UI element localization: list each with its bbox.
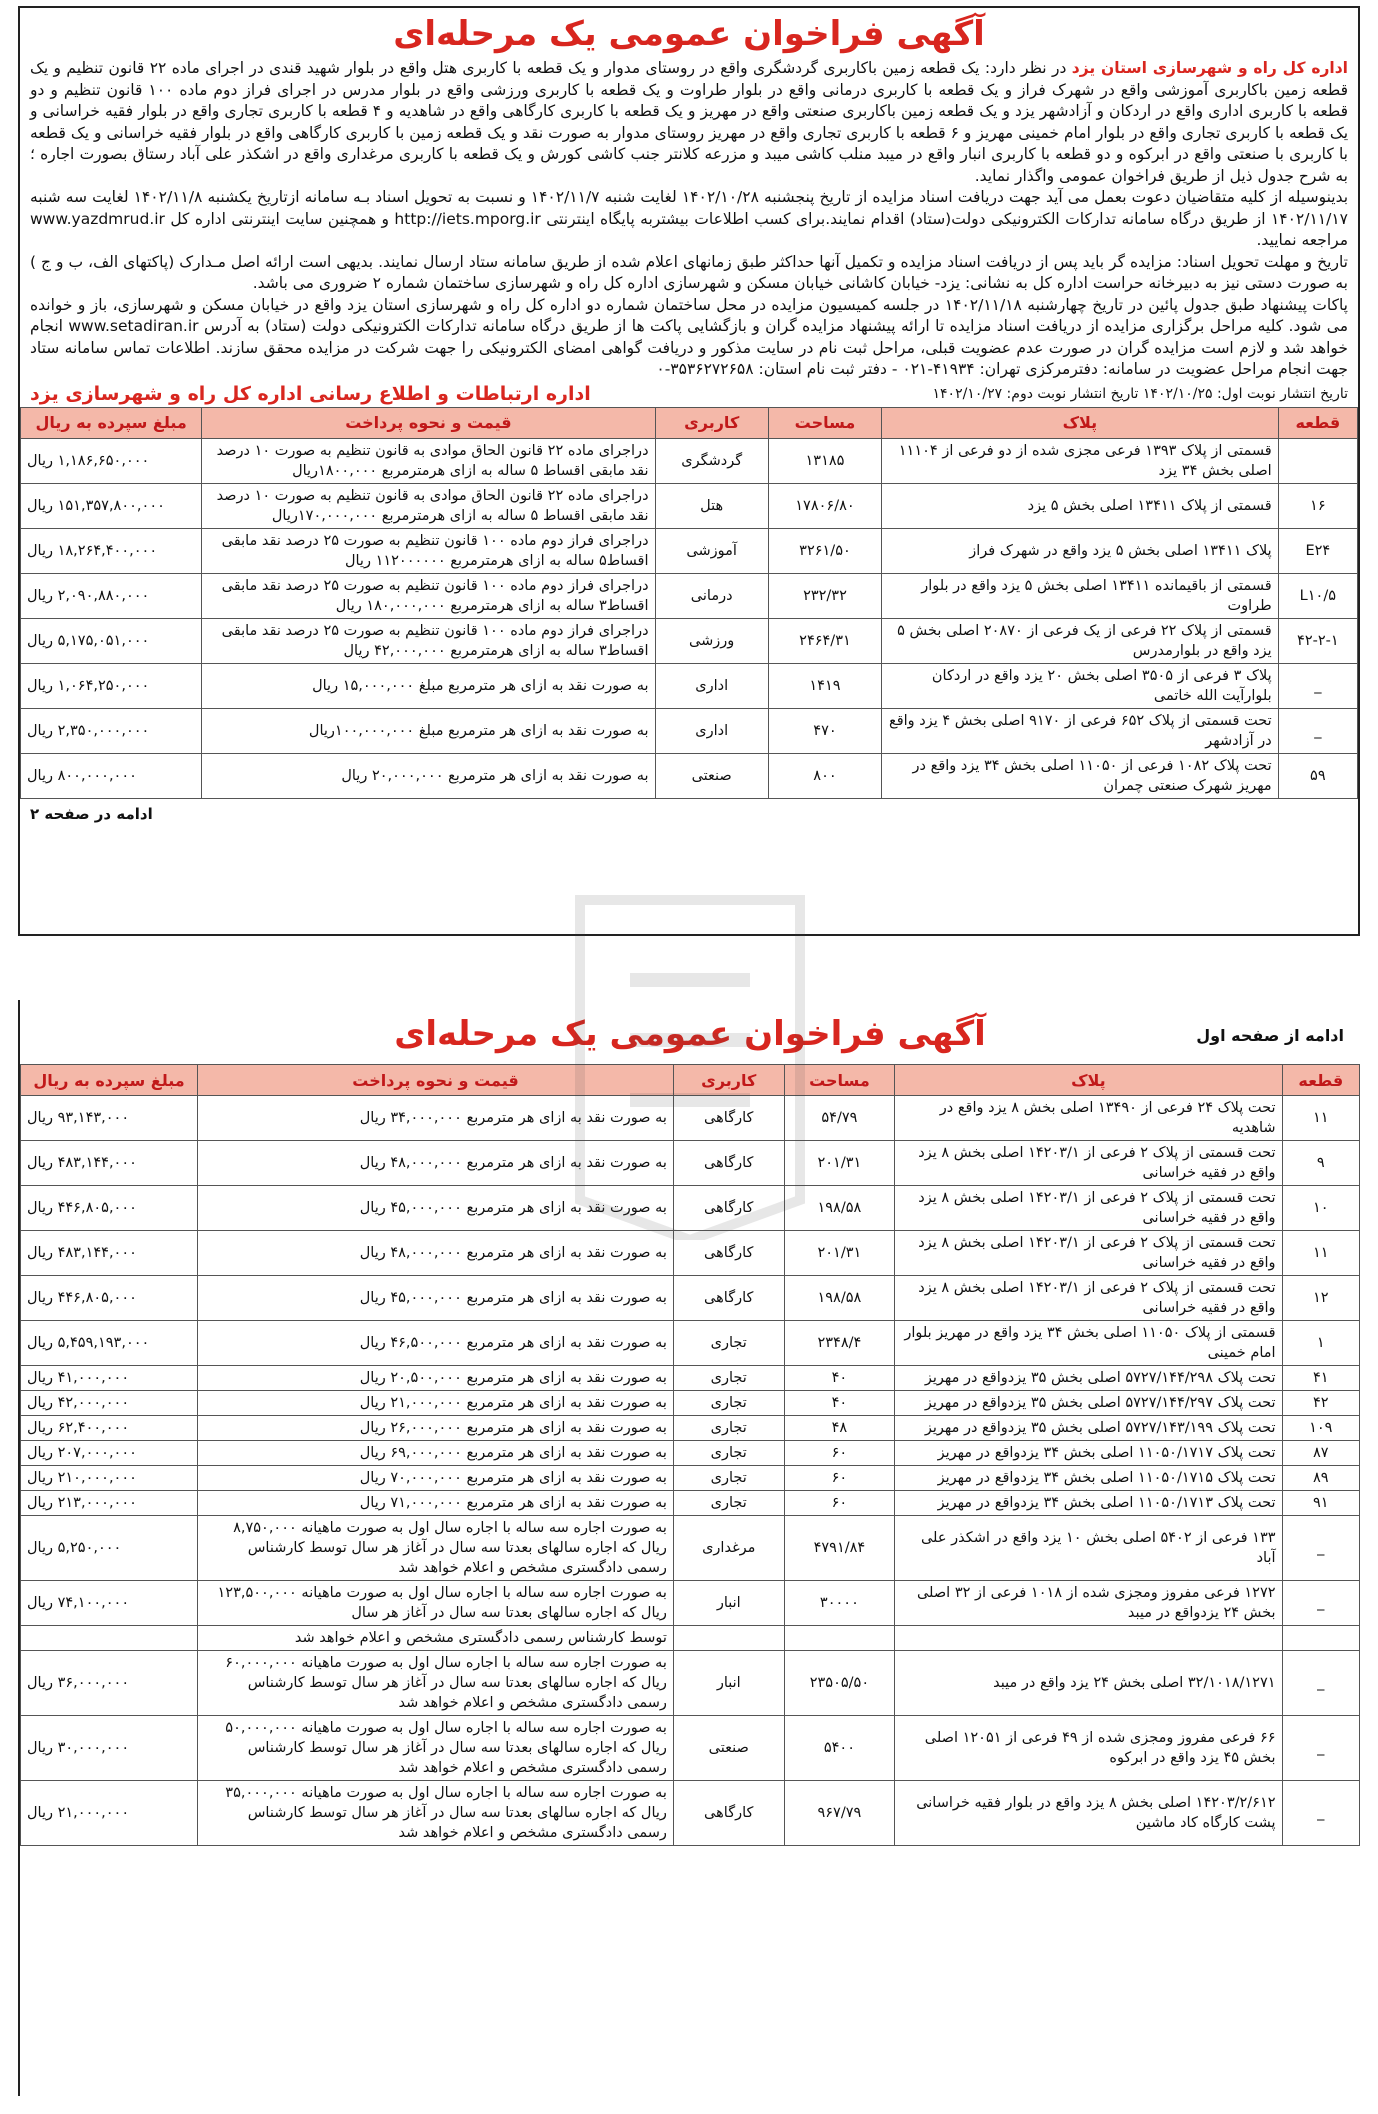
area-cell: ۴۰ <box>784 1391 895 1416</box>
area-cell: ۱۹۸/۵۸ <box>784 1186 895 1231</box>
table-row <box>21 1626 1360 1651</box>
plak-cell: قسمتی از پلاک ۱۳۹۳ فرعی مجزی شده از دو فرعی از ۱۱۱۰۴ اصلی بخش ۳۴ یزد <box>882 438 1279 483</box>
area-cell: ۲۰۱/۳۱ <box>784 1231 895 1276</box>
organization-name: اداره کل راه و شهرسازی استان یزد <box>1071 59 1348 77</box>
lot-number: ۱۱ <box>1282 1096 1359 1141</box>
deposit-cell: ۴۸۳,۱۴۴,۰۰۰ ریال <box>21 1141 198 1186</box>
lot-number: ۸۷ <box>1282 1441 1359 1466</box>
table-header-row <box>21 1065 1360 1096</box>
table-row <box>21 1186 1360 1231</box>
price-cell: به صورت نقد به ازای هر مترمربع ۴۶,۵۰۰,۰۰۰ ریال <box>198 1321 674 1366</box>
deposit-cell: ۲۱۰,۰۰۰,۰۰۰ ریال <box>21 1466 198 1491</box>
deposit-cell: ۴۱,۰۰۰,۰۰۰ ریال <box>21 1366 198 1391</box>
plak-cell: ۱۲۷۲ فرعی مفروز ومجزی شده از ۱۰۱۸ فرعی از ۳۲ اصلی بخش ۲۴ یزدواقع در میبد <box>895 1581 1282 1626</box>
deposit-cell: ۴۲,۰۰۰,۰۰۰ ریال <box>21 1391 198 1416</box>
plak-cell: تحت قسمتی از پلاک ۲ فرعی از ۱۴۲۰۳/۱ اصلی بخش ۸ یزد واقع در فقیه خراسانی <box>895 1231 1282 1276</box>
lot-number: _ <box>1282 1781 1359 1846</box>
lot-number <box>1282 1626 1359 1651</box>
area-cell: ۲۴۶۴/۳۱ <box>768 618 881 663</box>
intro-paragraph-3: تاریخ و مهلت تحویل اسناد: مزایده گر باید پس از دریافت اسناد مزایده و تکمیل آنها حداکثر طبق زمانهای اعلام شده از طریق سامانه ستاد ارسال نمایند. بدیهی است ارائه اصل مـدارک (پاکتهای الف، ب و ج ) به صورت دستی نیز به دبیرخانه حراست اداره کل به نشانی: یزد- خیابان کاشانی خیابان مسکن و شهرسازی اداره کل راه و شهرسازی ساختمان شماره ۲ ضروری می باشد. <box>30 252 1348 292</box>
deposit-cell: ۱۸,۲۶۴,۴۰۰,۰۰۰ ریال <box>21 528 202 573</box>
area-cell: ۴۰ <box>784 1366 895 1391</box>
publication-dates: تاریخ انتشار نوبت اول: ۱۴۰۲/۱۰/۲۵ تاریخ انتشار نوبت دوم: ۱۴۰۲/۱۰/۲۷ <box>932 385 1348 402</box>
deposit-cell: ۵,۴۵۹,۱۹۳,۰۰۰ ریال <box>21 1321 198 1366</box>
usage-cell: تجاری <box>673 1416 784 1441</box>
notice-title: آگهی فراخوان عمومی یک مرحله‌ای <box>393 14 985 54</box>
plak-cell: تحت پلاک ۲۴ فرعی از ۱۳۴۹۰ اصلی بخش ۸ یزد واقع در شاهدیه <box>895 1096 1282 1141</box>
deposit-cell: ۲۰۷,۰۰۰,۰۰۰ ریال <box>21 1441 198 1466</box>
area-cell: ۲۰۱/۳۱ <box>784 1141 895 1186</box>
plak-cell: ۶۶ فرعی مفروز ومجزی شده از ۴۹ فرعی از ۱۲۰۵۱ اصلی بخش ۴۵ یزد واقع در ابرکوه <box>895 1716 1282 1781</box>
table-row <box>21 1441 1360 1466</box>
usage-cell: آموزشی <box>655 528 768 573</box>
deposit-cell: ۹۳,۱۴۳,۰۰۰ ریال <box>21 1096 198 1141</box>
price-cell: به صورت نقد به ازای هر مترمربع ۴۵,۰۰۰,۰۰۰ ریال <box>198 1276 674 1321</box>
table-header-row <box>21 407 1358 438</box>
lots-table-2 <box>20 1064 1360 1846</box>
column-header: پلاک <box>895 1065 1282 1096</box>
area-cell <box>784 1626 895 1651</box>
usage-cell: گردشگری <box>655 438 768 483</box>
table-row <box>21 1516 1360 1581</box>
usage-cell: کارگاهی <box>673 1231 784 1276</box>
plak-cell: قسمتی از پلاک ۱۱۰۵۰ اصلی بخش ۳۴ یزد واقع در مهریز بلوار امام خمینی <box>895 1321 1282 1366</box>
plak-cell: پلاک ۱۳۴۱۱ اصلی بخش ۵ یزد واقع در شهرک فراز <box>882 528 1279 573</box>
price-cell: دراجرای فراز دوم ماده ۱۰۰ قانون تنظیم به صورت ۲۵ درصد نقد مابقی اقساط۳ ساله به ازای هرمترمربع ۴۲,۰۰۰,۰۰۰ ریال <box>202 618 655 663</box>
column-header: کاربری <box>673 1065 784 1096</box>
lot-number: L۱۰/۵ <box>1278 573 1357 618</box>
column-header: مساحت <box>784 1065 895 1096</box>
table-row <box>21 1276 1360 1321</box>
area-cell: ۲۳۴۸/۴ <box>784 1321 895 1366</box>
area-cell: ۱۴۱۹ <box>768 663 881 708</box>
column-header: قیمت و نحوه پرداخت <box>202 407 655 438</box>
intro-paragraph-2: بدینوسیله از کلیه متقاضیان دعوت بعمل می آید جهت دریافت اسناد مزایده از تاریخ پنجشنبه ۱۴۰۲/۱۰/۲۸ لغایت شنبه ۱۴۰۲/۱۱/۷ و نسبت به تحویل اسناد بـه سامانه ازتاریخ یکشنبه ۱۴۰۲/۱۱/۸ لغایت سه شنبه ۱۴۰۲/۱۱/۱۷ از طریق درگاه سامانه تدارکات الکترونیکی دولت(ستاد) اقدام نمایند.برای کسب اطلاعات بیشتربه پایگاه اینترنتی http://iets.mporg.ir و همچنین سایت اینترنتی اداره کل www.yazdmrud.ir مراجعه نمایید. <box>30 188 1349 249</box>
plak-cell: قسمتی از پلاک ۱۳۴۱۱ اصلی بخش ۵ یزد <box>882 483 1279 528</box>
usage-cell: درمانی <box>655 573 768 618</box>
price-cell: دراجرای فراز دوم ماده ۱۰۰ قانون تنظیم به صورت ۲۵ درصد نقد مابقی اقساط۵ ساله به ازای هرمترمربع ۱۱۲۰۰۰۰۰۰ ریال <box>202 528 655 573</box>
lot-number: _ <box>1282 1516 1359 1581</box>
lot-number: ۱ <box>1282 1321 1359 1366</box>
table-row <box>21 1321 1360 1366</box>
lot-number: ۱۰۹ <box>1282 1416 1359 1441</box>
price-cell: دراجرای فراز دوم ماده ۱۰۰ قانون تنظیم به صورت ۲۵ درصد نقد مابقی اقساط۳ ساله به ازای هرمترمربع ۱۸۰,۰۰۰,۰۰۰ ریال <box>202 573 655 618</box>
plak-cell: تحت پلاک ۱۱۰۵۰/۱۷۱۵ اصلی بخش ۳۴ یزدواقع در مهریز <box>895 1466 1282 1491</box>
lot-number: ۴۲-۲-۱ <box>1278 618 1357 663</box>
plak-cell: قسمتی از پلاک ۲۲ فرعی از یک فرعی از ۲۰۸۷۰ اصلی بخش ۵ یزد واقع در بلوارمدرس <box>882 618 1279 663</box>
deposit-cell: ۴۴۶,۸۰۵,۰۰۰ ریال <box>21 1186 198 1231</box>
price-cell: به صورت نقد به ازای هر مترمربع ۳۴,۰۰۰,۰۰۰ ریال <box>198 1096 674 1141</box>
area-cell: ۶۰ <box>784 1491 895 1516</box>
usage-cell: کارگاهی <box>673 1781 784 1846</box>
plak-cell: تحت پلاک ۵۷۲۷/۱۴۳/۱۹۹ اصلی بخش ۳۵ یزدواقع در مهریز <box>895 1416 1282 1441</box>
plak-cell: تحت پلاک ۱۱۰۵۰/۱۷۱۷ اصلی بخش ۳۴ یزدواقع در مهریز <box>895 1441 1282 1466</box>
usage-cell: کارگاهی <box>673 1186 784 1231</box>
price-cell: توسط کارشناس رسمی دادگستری مشخص و اعلام خواهد شد <box>198 1626 674 1651</box>
lot-number: E۲۴ <box>1278 528 1357 573</box>
lot-number: _ <box>1278 708 1357 753</box>
deposit-cell: ۶۲,۴۰۰,۰۰۰ ریال <box>21 1416 198 1441</box>
price-cell: به صورت اجاره سه ساله با اجاره سال اول به صورت ماهیانه ۸,۷۵۰,۰۰۰ ریال که اجاره سالهای بعدتا سه سال در آغاز هر سال توسط کارشناس رسمی دادگستری مشخص و اعلام خواهد شد <box>198 1516 674 1581</box>
notice-title-2: آگهی فراخوان عمومی یک مرحله‌ای <box>394 1014 986 1054</box>
area-cell: ۱۳۱۸۵ <box>768 438 881 483</box>
deposit-cell: ۲۱,۰۰۰,۰۰۰ ریال <box>21 1781 198 1846</box>
plak-cell: قسمتی از باقیمانده ۱۳۴۱۱ اصلی بخش ۵ یزد واقع در بلوار طراوت <box>882 573 1279 618</box>
usage-cell: کارگاهی <box>673 1096 784 1141</box>
table-row <box>21 1366 1360 1391</box>
lot-number: ۹۱ <box>1282 1491 1359 1516</box>
lot-number: ۱۲ <box>1282 1276 1359 1321</box>
usage-cell: ورزشی <box>655 618 768 663</box>
table-row <box>21 1491 1360 1516</box>
lot-number <box>1278 438 1357 483</box>
column-header: کاربری <box>655 407 768 438</box>
intro-paragraph-4: پاکات پیشنهاد طبق جدول پائین در تاریخ چهارشنبه ۱۴۰۲/۱۱/۱۸ در جلسه کمیسیون مزایده در محل ساختمان شماره دو اداره کل راه و شهرسازی استان یزد واقع در خیابان مسکن و شهرسازی، باز و خوانده می شود. کلیه مراحل برگزاری مزایده از دریافت اسناد مزایده تا ارائه پیشنهاد مزایده گران و بازگشایی پاکت ها از طریق درگاه سامانه تدارکات الکترونیکی دولت (ستاد) به آدرس www.setadiran.ir انجام خواهد شد و لازم است مزایده گران در صورت عدم عضویت قبلی، مراحل ثبت نام در سایت مذکور و دریافت گواهی امضای الکترونیکی را جهت شرکت در مزایده محقق سازند. اطلاعات تماس سامانه ستاد جهت انجام مراحل عضویت در سامانه: دفترمرکزی تهران: ۴۱۹۳۴-۰۲۱ - دفتر ثبت نام استان: ۳۵۳۶۲۷۲۶۵۸-۰ <box>30 295 1348 378</box>
table-row <box>21 573 1358 618</box>
table-row <box>21 663 1358 708</box>
plak-cell: تحت پلاک ۱۱۰۵۰/۱۷۱۳ اصلی بخش ۳۴ یزدواقع در مهریز <box>895 1491 1282 1516</box>
area-cell: ۲۳۵۰۵/۵۰ <box>784 1651 895 1716</box>
price-cell: به صورت نقد به ازای هر مترمربع مبلغ ۱۵,۰۰۰,۰۰۰ ریال <box>202 663 655 708</box>
column-header: قیمت و نحوه پرداخت <box>198 1065 674 1096</box>
notice-intro <box>20 58 1358 381</box>
deposit-cell: ۵,۱۷۵,۰۵۱,۰۰۰ ریال <box>21 618 202 663</box>
usage-cell: مرغداری <box>673 1516 784 1581</box>
area-cell: ۴۷۹۱/۸۴ <box>784 1516 895 1581</box>
deposit-cell: ۸۰۰,۰۰۰,۰۰۰ ریال <box>21 753 202 798</box>
deposit-cell: ۱۵۱,۳۵۷,۸۰۰,۰۰۰ ریال <box>21 483 202 528</box>
table-row <box>21 1231 1360 1276</box>
plak-cell: پلاک ۳ فرعی از ۳۵۰۵ اصلی بخش ۲۰ یزد واقع در اردکان بلوارآیت الله خاتمی <box>882 663 1279 708</box>
table-row <box>21 1781 1360 1846</box>
plak-cell: تحت قسمتی از پلاک ۲ فرعی از ۱۴۲۰۳/۱ اصلی بخش ۸ یزد واقع در فقیه خراسانی <box>895 1141 1282 1186</box>
deposit-cell: ۴۴۶,۸۰۵,۰۰۰ ریال <box>21 1276 198 1321</box>
lot-number: ۱۶ <box>1278 483 1357 528</box>
usage-cell: کارگاهی <box>673 1141 784 1186</box>
continued-note: ادامه در صفحه ۲ <box>30 804 153 823</box>
area-cell: ۳۲۶۱/۵۰ <box>768 528 881 573</box>
area-cell: ۴۷۰ <box>768 708 881 753</box>
lot-number: ۱۰ <box>1282 1186 1359 1231</box>
table-row <box>21 1391 1360 1416</box>
usage-cell: تجاری <box>673 1366 784 1391</box>
column-header: مبلغ سپرده به ریال <box>21 407 202 438</box>
price-cell: به صورت نقد به ازای هر مترمربع ۷۱,۰۰۰,۰۰۰ ریال <box>198 1491 674 1516</box>
price-cell: دراجرای ماده ۲۲ قانون الحاق موادی به قانون تنظیم به صورت ۱۰ درصد نقد مابقی اقساط ۵ ساله به ازای هرمترمربع ۱۸۰۰,۰۰۰ریال <box>202 438 655 483</box>
usage-cell: تجاری <box>673 1466 784 1491</box>
table-row <box>21 1651 1360 1716</box>
area-cell: ۱۷۸۰۶/۸۰ <box>768 483 881 528</box>
usage-cell: انبار <box>673 1651 784 1716</box>
usage-cell: هتل <box>655 483 768 528</box>
plak-cell <box>895 1626 1282 1651</box>
area-cell: ۱۹۸/۵۸ <box>784 1276 895 1321</box>
plak-cell: تحت قسمتی از پلاک ۲ فرعی از ۱۴۲۰۳/۱ اصلی بخش ۸ یزد واقع در فقیه خراسانی <box>895 1276 1282 1321</box>
usage-cell: تجاری <box>673 1441 784 1466</box>
lot-number: _ <box>1278 663 1357 708</box>
usage-cell: صنعتی <box>673 1716 784 1781</box>
price-cell: به صورت نقد به ازای هر مترمربع ۴۸,۰۰۰,۰۰۰ ریال <box>198 1141 674 1186</box>
deposit-cell: ۲۱۳,۰۰۰,۰۰۰ ریال <box>21 1491 198 1516</box>
table-row <box>21 1141 1360 1186</box>
table-row <box>21 483 1358 528</box>
deposit-cell <box>21 1626 198 1651</box>
price-cell: به صورت نقد به ازای هر مترمربع ۲۱,۰۰۰,۰۰۰ ریال <box>198 1391 674 1416</box>
area-cell: ۵۴/۷۹ <box>784 1096 895 1141</box>
deposit-cell: ۲,۰۹۰,۸۸۰,۰۰۰ ریال <box>21 573 202 618</box>
table-row <box>21 438 1358 483</box>
plak-cell: ۳۲/۱۰۱۸/۱۲۷۱ اصلی بخش ۲۴ یزد واقع در میبد <box>895 1651 1282 1716</box>
table-row <box>21 528 1358 573</box>
column-header: قطعه <box>1278 407 1357 438</box>
area-cell: ۶۰ <box>784 1466 895 1491</box>
continued-from-label: ادامه از صفحه اول <box>1196 1026 1344 1045</box>
usage-cell: صنعتی <box>655 753 768 798</box>
usage-cell: تجاری <box>673 1491 784 1516</box>
table-row <box>21 1096 1360 1141</box>
lot-number: _ <box>1282 1716 1359 1781</box>
usage-cell: اداری <box>655 663 768 708</box>
table-row <box>21 1416 1360 1441</box>
lot-number: ۴۲ <box>1282 1391 1359 1416</box>
notice-page-2 <box>18 1000 1360 2096</box>
notice-page-1 <box>18 6 1360 936</box>
plak-cell: تحت پلاک ۵۷۲۷/۱۴۴/۲۹۸ اصلی بخش ۳۵ یزدواقع در مهریز <box>895 1366 1282 1391</box>
deposit-cell: ۷۴,۱۰۰,۰۰۰ ریال <box>21 1581 198 1626</box>
column-header: مساحت <box>768 407 881 438</box>
plak-cell: تحت قسمتی از پلاک ۶۵۲ فرعی از ۹۱۷۰ اصلی بخش ۴ یزد واقع در آزادشهر <box>882 708 1279 753</box>
price-cell: به صورت اجاره سه ساله با اجاره سال اول به صورت ماهیانه ۶۰,۰۰۰,۰۰۰ ریال که اجاره سالهای بعدتا سه سال در آغاز هر سال توسط کارشناس رسمی دادگستری مشخص و اعلام خواهد شد <box>198 1651 674 1716</box>
column-header: مبلغ سپرده به ریال <box>21 1065 198 1096</box>
usage-cell: تجاری <box>673 1391 784 1416</box>
area-cell: ۴۸ <box>784 1416 895 1441</box>
table-row <box>21 618 1358 663</box>
deposit-cell: ۵,۲۵۰,۰۰۰ ریال <box>21 1516 198 1581</box>
publication-line <box>20 381 1358 407</box>
plak-cell: تحت قسمتی از پلاک ۲ فرعی از ۱۴۲۰۳/۱ اصلی بخش ۸ یزد واقع در فقیه خراسانی <box>895 1186 1282 1231</box>
deposit-cell: ۴۸۳,۱۴۴,۰۰۰ ریال <box>21 1231 198 1276</box>
price-cell: به صورت نقد به ازای هر مترمربع ۴۸,۰۰۰,۰۰۰ ریال <box>198 1231 674 1276</box>
lot-number: ۹ <box>1282 1141 1359 1186</box>
usage-cell: انبار <box>673 1581 784 1626</box>
public-relations-office: اداره ارتباطات و اطلاع رسانی اداره کل راه و شهرسازی یزد <box>30 382 591 405</box>
price-cell: به صورت نقد به ازای هر مترمربع ۷۰,۰۰۰,۰۰۰ ریال <box>198 1466 674 1491</box>
plak-cell: تحت پلاک ۱۰۸۲ فرعی از ۱۱۰۵۰ اصلی بخش ۳۴ یزد واقع در مهریز شهرک صنعتی چمران <box>882 753 1279 798</box>
area-cell: ۶۰ <box>784 1441 895 1466</box>
table-row <box>21 1581 1360 1626</box>
deposit-cell: ۱,۰۶۴,۲۵۰,۰۰۰ ریال <box>21 663 202 708</box>
price-cell: به صورت نقد به ازای هر مترمربع ۲۰,۵۰۰,۰۰۰ ریال <box>198 1366 674 1391</box>
deposit-cell: ۳۰,۰۰۰,۰۰۰ ریال <box>21 1716 198 1781</box>
usage-cell: تجاری <box>673 1321 784 1366</box>
deposit-cell: ۱,۱۸۶,۶۵۰,۰۰۰ ریال <box>21 438 202 483</box>
plak-cell: تحت پلاک ۵۷۲۷/۱۴۴/۲۹۷ اصلی بخش ۳۵ یزدواقع در مهریز <box>895 1391 1282 1416</box>
area-cell: ۸۰۰ <box>768 753 881 798</box>
intro-paragraph-1: اداره کل راه و شهرسازی استان یزد در نظر دارد: یک قطعه زمین باکاربری گردشگری واقع در روستای مدوار و یک قطعه با کاربری هتل واقع در بلوار شهید قندی در اجرای ماده ۲۲ قانون تنظیم و یک قطعه زمین باکاربری آموزشی واقع در شهرک فراز و یک قطعه با کاربری درمانی واقع در بلوار طراوت و یک قطعه با کاربری ورزشی واقع در بلوار مدرس در اجرای فراز دوم ماده ۱۰۰ قانون تنظیم و دو قطعه با کاربری اداری واقع در اردکان و آزادشهر یزد و یک قطعه زمین باکاربری صنعتی واقع در مهریز و یک قطعه با کاربری کارگاهی واقع در شاهدیه و ۴ قطعه با کاربری تجاری واقع در بلوار فقیه خراسانی و یک قطعه با کاربری تجاری واقع در بلوار امام خمینی مهریز و ۶ قطعه با کاربری تجاری واقع در مهریز روستای مدوار به صورت نقد و یک قطعه زمین با کاربری کارگاهی واقع در بلوار فقیه خراسانی و یک قطعه با کاربری با صنعتی واقع در ابرکوه و دو قطعه با کاربری انبار واقع در میبد منلب کاشی میبد و مزرعه کلانتر جنب کاشی کورش و یک قطعه با کاربری مرغداری واقع در اشکذر علی آباد رستاق بصورت اجاره ؛ به شرح جدول ذیل از طریق فراخوان عمومی واگذار نماید. <box>30 59 1349 185</box>
deposit-cell: ۲,۳۵۰,۰۰۰,۰۰۰ ریال <box>21 708 202 753</box>
table-row <box>21 753 1358 798</box>
price-cell: به صورت نقد به ازای هر مترمربع ۲۶,۰۰۰,۰۰۰ ریال <box>198 1416 674 1441</box>
table-row <box>21 708 1358 753</box>
lot-number: ۵۹ <box>1278 753 1357 798</box>
lot-number: _ <box>1282 1581 1359 1626</box>
price-cell: به صورت نقد به ازای هر مترمربع مبلغ ۱۰۰,۰۰۰,۰۰۰ریال <box>202 708 655 753</box>
usage-cell: اداری <box>655 708 768 753</box>
table-row <box>21 1466 1360 1491</box>
column-header: پلاک <box>882 407 1279 438</box>
usage-cell <box>673 1626 784 1651</box>
column-header: قطعه <box>1282 1065 1359 1096</box>
price-cell: به صورت اجاره سه ساله با اجاره سال اول به صورت ماهیانه ۱۲۳,۵۰۰,۰۰۰ ریال که اجاره سالهای بعدتا سه سال در آغاز هر سال <box>198 1581 674 1626</box>
area-cell: ۳۰۰۰۰ <box>784 1581 895 1626</box>
area-cell: ۹۶۷/۷۹ <box>784 1781 895 1846</box>
price-cell: به صورت نقد به ازای هر مترمربع ۲۰,۰۰۰,۰۰۰ ریال <box>202 753 655 798</box>
lot-number: _ <box>1282 1651 1359 1716</box>
lots-table-1 <box>20 407 1358 799</box>
lot-number: ۸۹ <box>1282 1466 1359 1491</box>
plak-cell: ۱۴۲۰۳/۲/۶۱۲ اصلی بخش ۸ یزد واقع در بلوار فقیه خراسانی پشت کارگاه کاد ماشین <box>895 1781 1282 1846</box>
price-cell: دراجرای ماده ۲۲ قانون الحاق موادی به قانون تنظیم به صورت ۱۰ درصد نقد مابقی اقساط ۵ ساله به ازای هرمترمربع ۱۷۰,۰۰۰,۰۰۰ریال <box>202 483 655 528</box>
table-row <box>21 1716 1360 1781</box>
area-cell: ۵۴۰۰ <box>784 1716 895 1781</box>
price-cell: به صورت اجاره سه ساله با اجاره سال اول به صورت ماهیانه ۳۵,۰۰۰,۰۰۰ ریال که اجاره سالهای بعدتا سه سال در آغاز هر سال توسط کارشناس رسمی دادگستری مشخص و اعلام خواهد شد <box>198 1781 674 1846</box>
price-cell: به صورت نقد به ازای هر مترمربع ۶۹,۰۰۰,۰۰۰ ریال <box>198 1441 674 1466</box>
lot-number: ۱۱ <box>1282 1231 1359 1276</box>
price-cell: به صورت نقد به ازای هر مترمربع ۴۵,۰۰۰,۰۰۰ ریال <box>198 1186 674 1231</box>
lot-number: ۴۱ <box>1282 1366 1359 1391</box>
plak-cell: ۱۳۳ فرعی از ۵۴۰۲ اصلی بخش ۱۰ یزد واقع در اشکذر علی آباد <box>895 1516 1282 1581</box>
deposit-cell: ۳۶,۰۰۰,۰۰۰ ریال <box>21 1651 198 1716</box>
price-cell: به صورت اجاره سه ساله با اجاره سال اول به صورت ماهیانه ۵۰,۰۰۰,۰۰۰ ریال که اجاره سالهای بعدتا سه سال در آغاز هر سال توسط کارشناس رسمی دادگستری مشخص و اعلام خواهد شد <box>198 1716 674 1781</box>
usage-cell: کارگاهی <box>673 1276 784 1321</box>
area-cell: ۲۳۲/۳۲ <box>768 573 881 618</box>
